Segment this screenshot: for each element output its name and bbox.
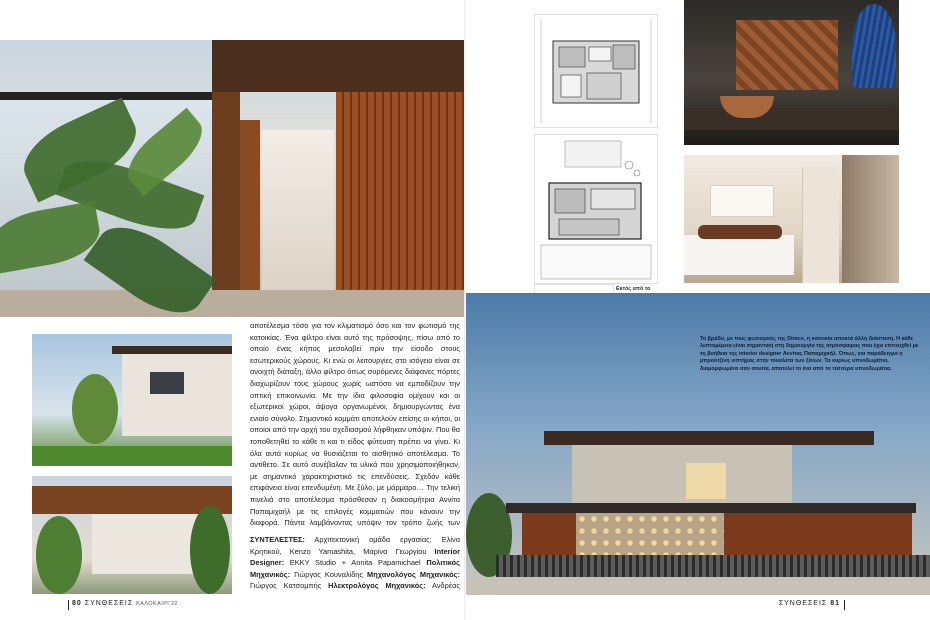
pampas-decor xyxy=(852,4,896,88)
bedroom-window xyxy=(710,185,774,217)
page-number-right: 81 xyxy=(830,600,840,607)
magazine-title-right: ΣΥΝΘΕΣΕΙΣ xyxy=(778,600,828,607)
credits-civil-value: Γιώργος Κουναλίδης xyxy=(290,569,363,579)
credits-civil-label: Πολιτικός Μηχανικός: xyxy=(250,558,460,579)
wardrobe xyxy=(802,167,839,283)
bed xyxy=(684,235,794,275)
floor-plan-drawing xyxy=(535,135,657,283)
interior-view xyxy=(262,130,334,317)
pivot-door xyxy=(240,120,260,317)
garden-plant xyxy=(36,516,82,594)
article-body xyxy=(250,320,460,530)
roof-overhang xyxy=(544,431,874,445)
wood-slat-screen xyxy=(336,92,464,317)
garden-terrace-photo xyxy=(32,476,232,594)
front-fence xyxy=(496,555,930,577)
floor-plan-drawing xyxy=(535,15,657,127)
mirror-panel xyxy=(842,155,899,283)
bed-throw xyxy=(698,225,782,239)
footer-left xyxy=(72,600,272,612)
palm-tree xyxy=(72,374,118,444)
lit-window xyxy=(686,463,726,499)
credits-team-label: Αρχιτεκτονική ομάδα εργασίας xyxy=(314,535,430,544)
floor-plan-basement xyxy=(534,14,658,128)
credits-heading: ΣΥΝΤΕΛΕΣΤΕΣ: xyxy=(250,535,305,544)
window xyxy=(150,372,184,394)
wood-overhang xyxy=(212,40,464,92)
house-volume xyxy=(122,352,232,436)
credits-interior-value: EKKY Studio + Annita Papamichael xyxy=(284,558,421,568)
master-bedroom-photo xyxy=(684,155,899,283)
upper-floor xyxy=(572,445,792,505)
credits-team-value: : Ελίνα Κρητικού, Kenzo Yamashita, Μαρίνα Γεωργίου xyxy=(250,535,460,556)
credits-contractor-value xyxy=(338,593,420,594)
wood-column xyxy=(212,92,240,317)
article-paragraph: αποτέλεσμα τόσο για τον κλιματισμό όσο και τον φωτισμό της κατοικίας. Ένα φίλτρο είναι αυτό της πρόσοψης, πίσω από το οποίο ένας κήπος μεσολαβεί πριν την είσοδο στους εσωτερικούς χώρους. Κι ενώ οι λειτουργίες στο ισόγειο είναι σε ανοιχτή διάταξη, άλλο φίλτρο όπως συρόμενες διάφανες πόρτες διαχωρίζουν τους χώρους χωρίς ωστόσο να εμποδίζουν την οπτική επικοινωνία. Με την ίδια φιλοσοφία ομίχουν και οι εξωτερικοί χώροι, άψογα οργανωμένοι, δημιουργώντας ένα ενιαίο σύνολο. Σημαντικό κομμάτι αποτελούν επίσης οι κήποι, οι οποίοι από την αρχή του σχεδιασμού λήφθηκαν υπόψιν. Που θα τοποθετηθεί το κάθε τι και τι είδος φύτευση πρέπει να γίνει. Κι όλα αυτά κυρίως να θυσιάζεται το αισθητικό αποτέλεσμα. Το αντίθετο. Σε αυτό συνέβαλαν τα υλικά που χρησιμοποιήθηκαν, με σημαντικό χαρακτηριστικό τις επενδύσεις. Σχεδόν κάθε επιφάνεια είναι επενδυμένη. Με ξύλο, με μάρμαρο… Την τελική πινελιά στο αποτέλεσμα πρόσθεσαν η διακοσμήτρια Αννίτα Παπαμιχαήλ με τις επιλογές κομματιών που κάνουν την διαφορά. Πάντα λαμβάνοντας υπόψιν τον τρόπο ζωής των xyxy=(250,321,460,528)
lawn xyxy=(32,446,232,466)
herringbone-wall xyxy=(736,20,838,90)
window-frame xyxy=(0,92,222,100)
floor-plan-ground xyxy=(534,134,658,284)
plans-caption: Εκτός από το xyxy=(616,286,651,292)
page-number-left: 80 xyxy=(72,600,82,607)
issue-label: ΚΑΛΟΚΑΙΡΙ'22 xyxy=(136,601,178,607)
marble-counter xyxy=(684,108,899,130)
street xyxy=(466,577,930,595)
credits-elec-value: Ανδρέας xyxy=(432,581,460,591)
floor-slab xyxy=(506,503,916,513)
roof-slab xyxy=(112,346,232,354)
credits-block xyxy=(250,534,460,594)
magazine-title-left: ΣΥΝΘΕΣΕΙΣ xyxy=(84,600,134,607)
interior-caption: Το βράδυ, με τους φωτισμούς της Dimco, η κατοικία αποκτά άλλη διάσταση. Η κάθε λεπτομέρεια είναι σημαντική στη δημιουργία της ατμόσφαιρας που έχει επιτευχθεί με τη βοήθεια της interior designer Αννίτας Παπαμιχαήλ. Όπως, για παράδειγμα η μπρούτζινη νιπτήρας στην τουαλέτα των ξένων. Τα κυρίως υπνοδωμάτια, διαμορφωμένα σαν σουίτα, αποτελεί το ένα από τα τέσσερα υπνοδωμάτια. xyxy=(700,336,919,372)
credits-mech-value: Γιώργος Κατσομπής xyxy=(250,581,322,591)
credits-interior-label: Interior Designer: xyxy=(250,546,460,568)
terrace-floor xyxy=(0,290,464,317)
hero-entrance-photo xyxy=(0,40,464,317)
credits-elec-label: Ηλεκτρολόγος Μηχανικός: xyxy=(328,581,426,591)
exterior-day-photo xyxy=(32,334,232,466)
white-wall xyxy=(92,514,202,574)
footer-right xyxy=(740,600,840,612)
credits-mech-label: Μηχανολόγος Μηχανικός: xyxy=(367,569,460,579)
credits-contractor-label xyxy=(280,593,338,594)
footer-rule-right xyxy=(844,600,845,610)
footer-rule-left xyxy=(68,600,69,610)
guest-wc-photo xyxy=(684,0,899,145)
garden-plant xyxy=(190,506,230,594)
